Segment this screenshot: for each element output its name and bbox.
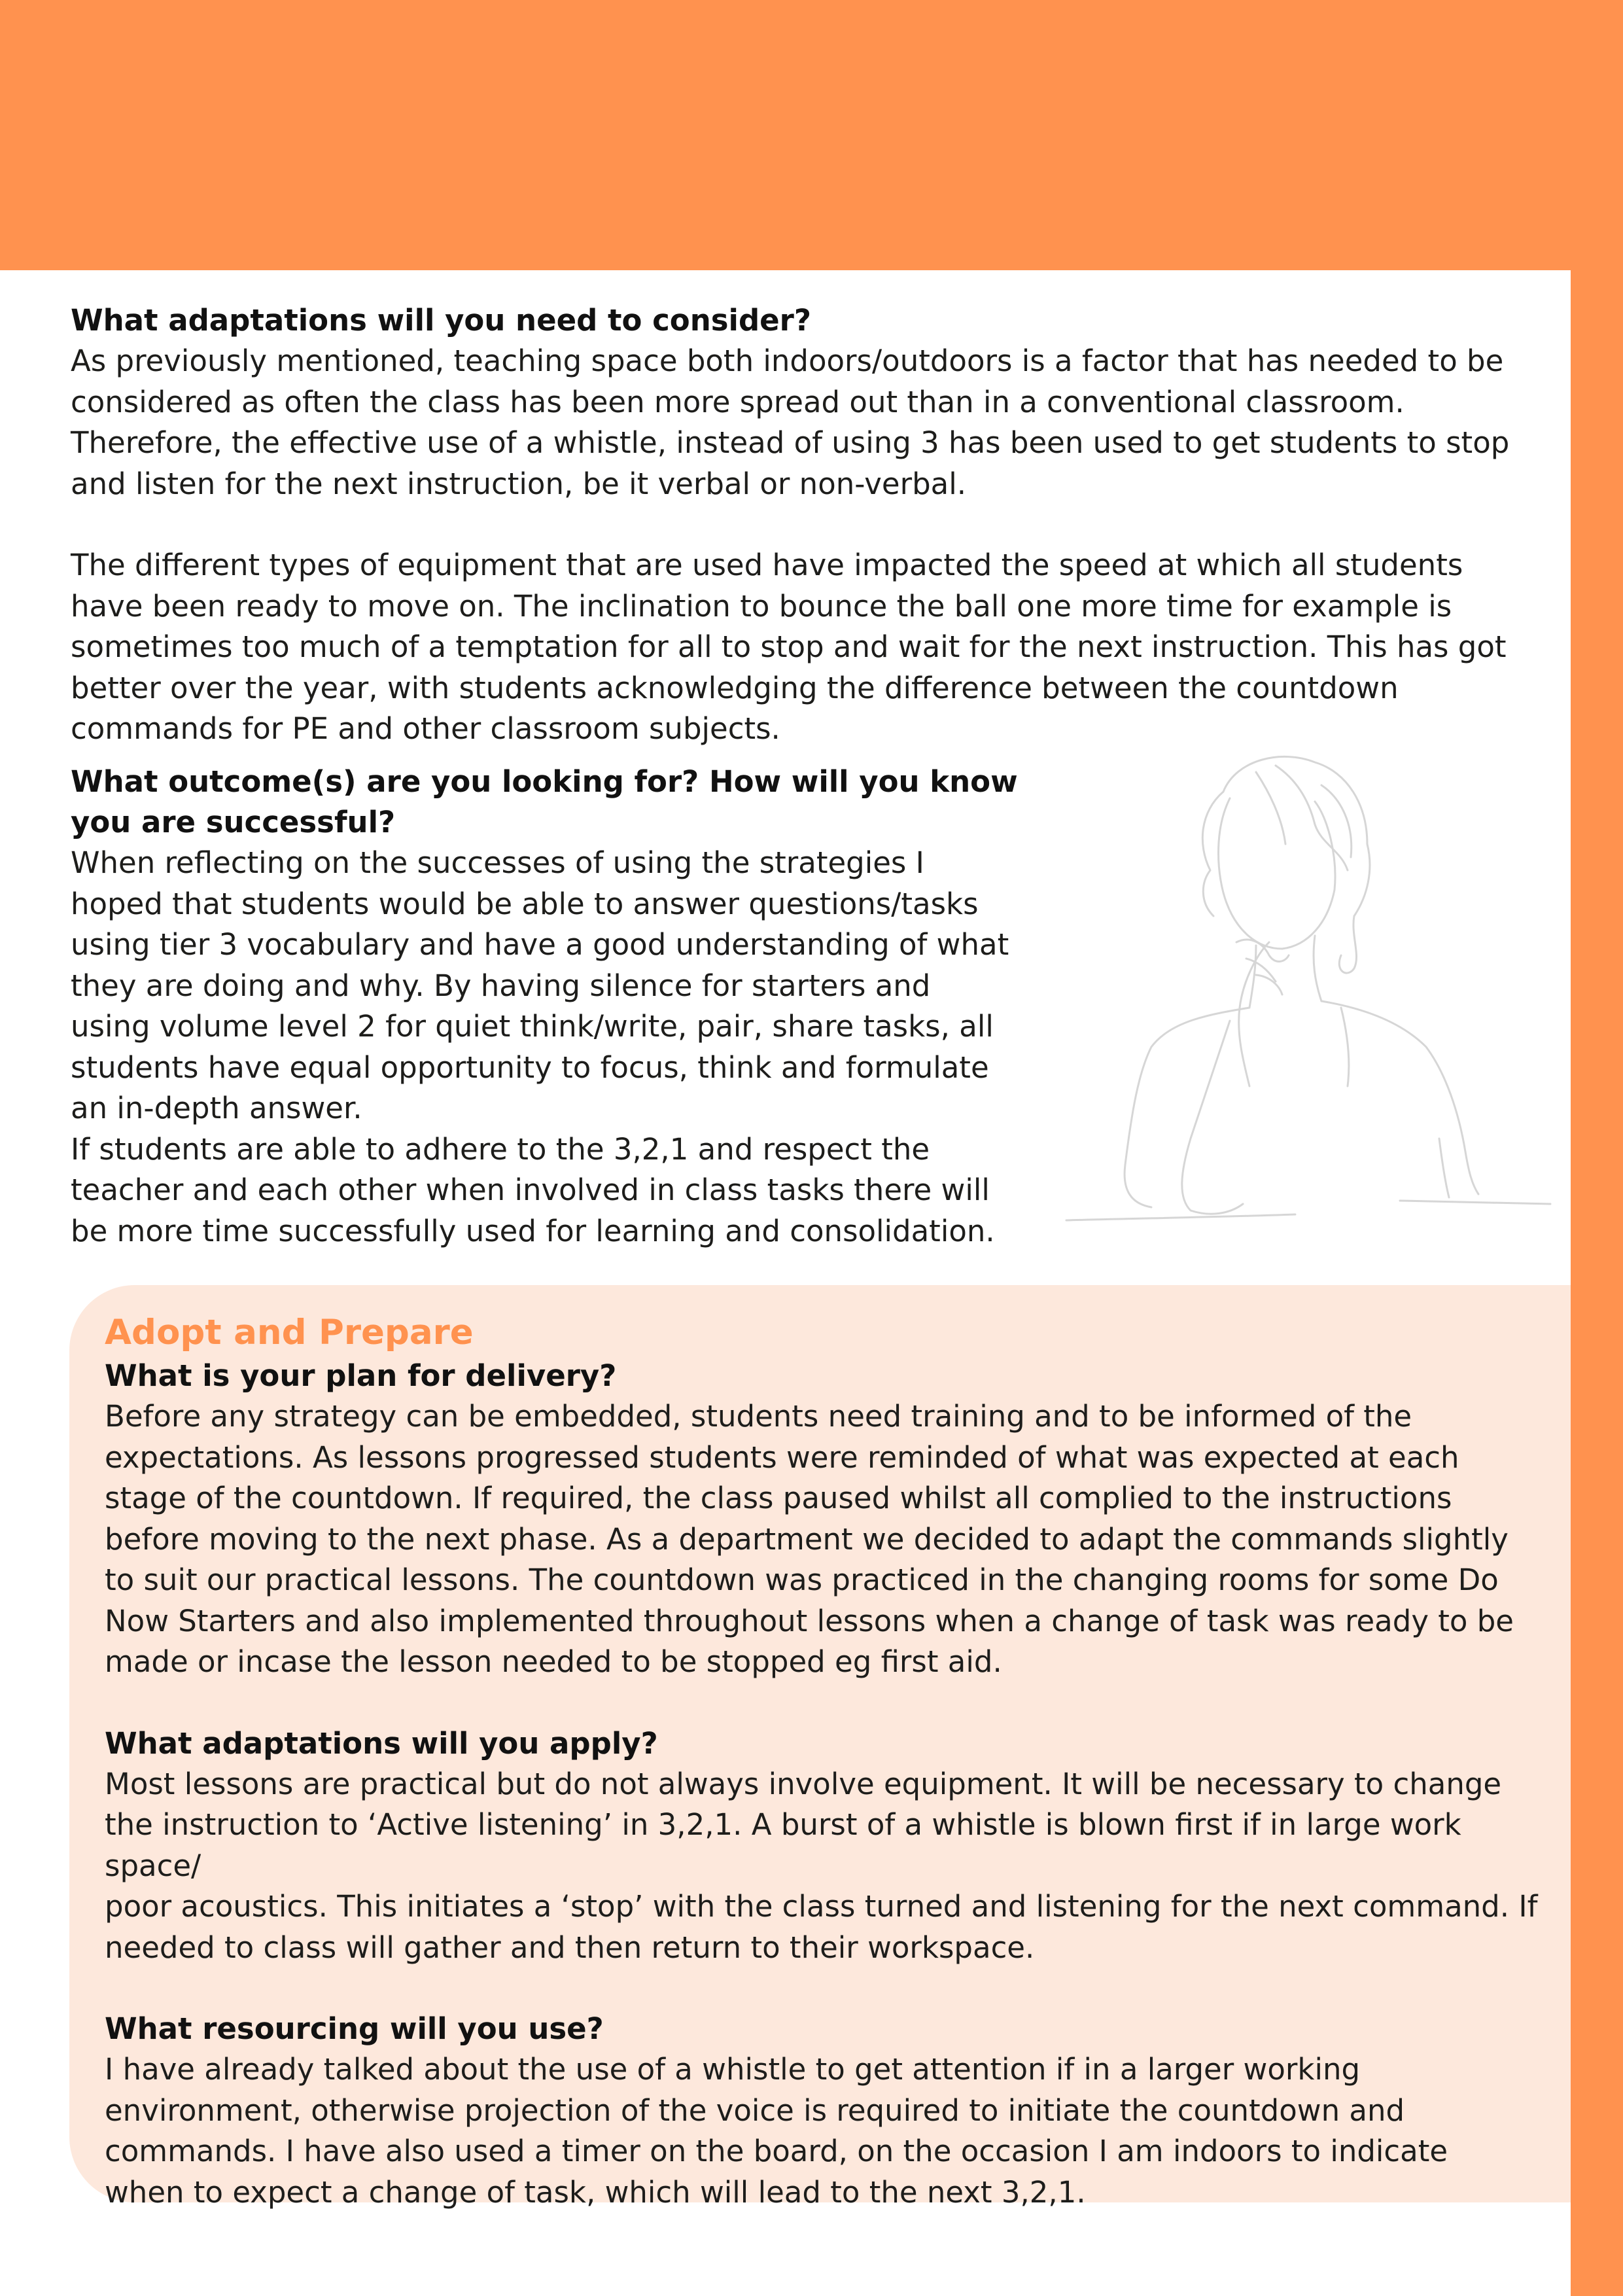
section-paragraph: As previously mentioned, teaching space both indoors/outdoors is a factor that has needed to be considered as often the class has been more spread out than in a conventional classroom. Therefore, the effective use of a whistle, instead of using 3 has been used to get students to stop and listen for the next instruction, be it verbal or non-verbal. (71, 344, 1510, 501)
section-adaptations-consider (71, 300, 1543, 750)
header-color-band (0, 0, 1623, 270)
section-heading: What outcome(s) are you looking for? How will you know you are successful? (71, 764, 1018, 839)
panel-answer: I have already talked about the use of a whistle to get attention if in a larger working environment, otherwise projection of the voice is required to initiate the countdown and commands. I have also used a timer on the board, on the occasion I am indoors to indicate when to expect a change of task, which will lead to the next 3,2,1. (105, 2052, 1448, 2210)
panel-question-heading: What resourcing will you use? (105, 2011, 604, 2046)
panel-question-heading: What is your plan for delivery? (105, 1358, 617, 1393)
panel-question-heading: What adaptations will you apply? (105, 1725, 658, 1761)
section-paragraph: When reflecting on the successes of using the strategies I hoped that students would be able to answer questions/tasks using tier 3 vocabulary and have a good understanding of what they are doing and why. By having silence for starters and using volume level 2 for quiet think/write, pair, share tasks, all students have equal opportunity to focus, think and formulate an in-depth answer. (71, 845, 1009, 1125)
panel-title: Adopt and Prepare (105, 1313, 474, 1352)
side-color-band (1571, 0, 1623, 2296)
section-paragraph: If students are able to adhere to the 3,2,1 and respect the teacher and each other when involved in class tasks there will be more time successfully used for learning and consolidation. (71, 1131, 995, 1248)
adopt-prepare-panel (69, 1285, 1571, 2210)
section-heading: What adaptations will you need to consider? (71, 303, 811, 338)
section-paragraph: The different types of equipment that are used have impacted the speed at which all students have been ready to move on. The inclination to bounce the ball one more time for example is sometimes too much of a temptation for all to stop and wait for the next instruction. This has got better over the year, with students acknowledging the difference between the countdown commands for PE and other classroom subjects. (71, 548, 1507, 746)
panel-answer: Before any strategy can be embedded, students need training and to be informed of the expectations. As lessons progressed students were reminded of what was expected at each stage of the countdown. If required, the class paused whilst all complied to the instructions before moving to the next phase. As a department we decided to adapt the commands slightly to suit our practical lessons. The countdown was practiced in the changing rooms for some Do Now Starters and also implemented throughout lessons when a change of task was ready to be made or incase the lesson needed to be stopped eg first aid. (105, 1399, 1514, 1679)
thinking-woman-line-art-icon (1060, 746, 1557, 1230)
section-outcomes (71, 762, 1039, 1252)
panel-answer: Most lessons are practical but do not always involve equipment. It will be necessary to change the instruction to ‘Active listening’ in 3,2,1. A burst of a whistle is blown first if in large work space/ poor acoustics. This initiates a ‘stop’ with the class turned and listening for the next command. If needed to class will gather and then return to their workspace. (105, 1766, 1538, 1965)
